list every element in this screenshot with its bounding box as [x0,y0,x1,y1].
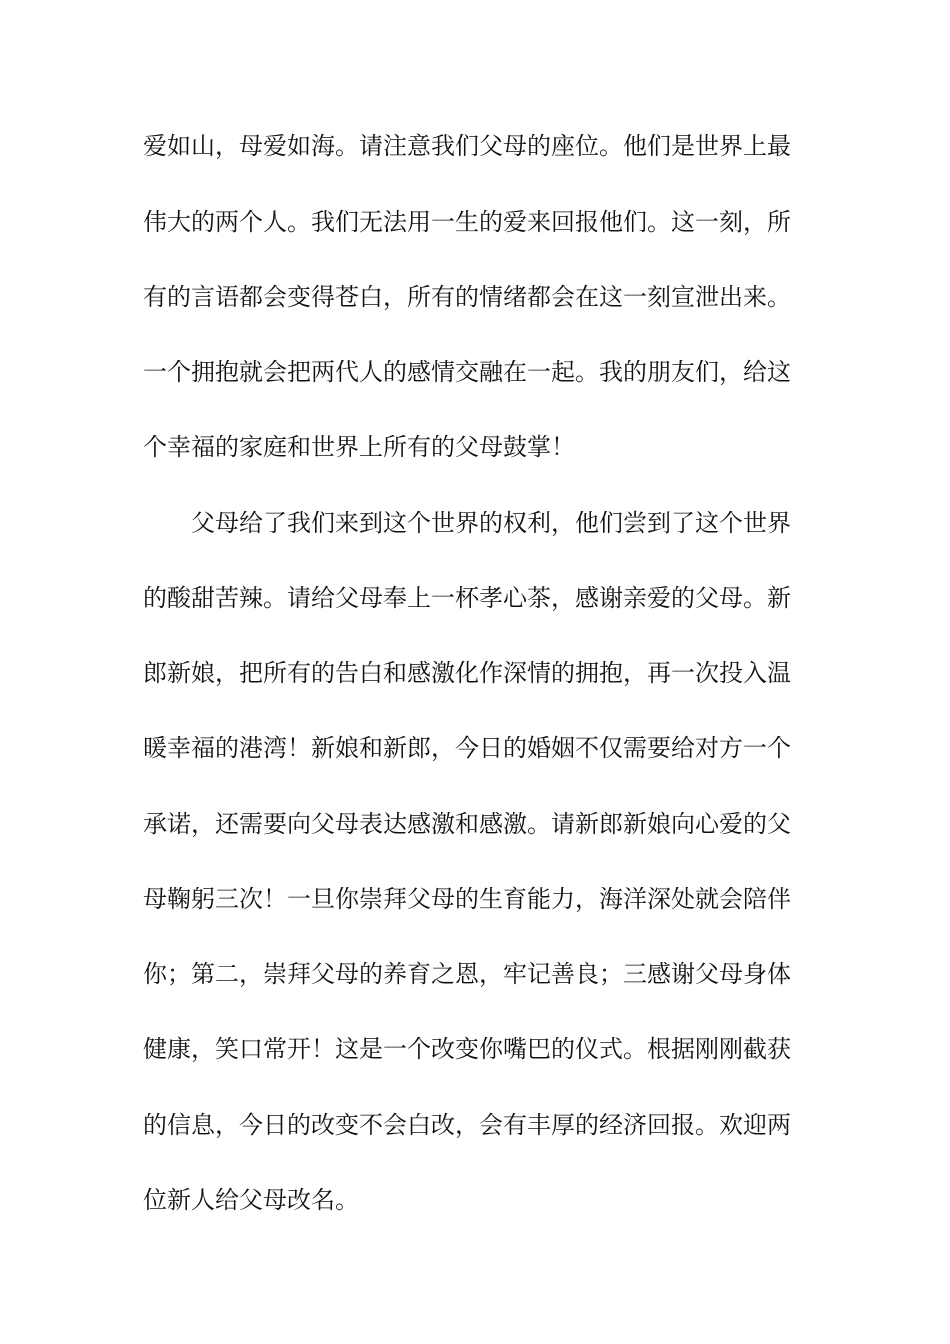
paragraph-first-line: 父母给了我们来到这个世界的权利，他们尝到了这个世界 [191,509,791,537]
text-line: 的信息，今日的改变不会白改，会有丰厚的经济回报。欢迎两 [143,1111,791,1139]
text-line: 郎新娘，把所有的告白和感激化作深情的拥抱，再一次投入温 [143,659,791,687]
text-line: 的酸甜苦辣。请给父母奉上一杯孝心茶，感谢亲爱的父母。新 [143,584,791,612]
text-line: 个幸福的家庭和世界上所有的父母鼓掌！ [143,433,575,461]
text-line: 你；第二，崇拜父母的养育之恩，牢记善良；三感谢父母身体 [143,960,791,988]
text-line: 爱如山，母爱如海。请注意我们父母的座位。他们是世界上最 [143,132,791,160]
text-line: 位新人给父母改名。 [143,1186,359,1214]
text-line: 伟大的两个人。我们无法用一生的爱来回报他们。这一刻，所 [143,208,791,236]
text-line: 母鞠躬三次！一旦你崇拜父母的生育能力，海洋深处就会陪伴 [143,885,791,913]
text-line: 承诺，还需要向父母表达感激和感激。请新郎新娘向心爱的父 [143,810,791,838]
text-line: 一个拥抱就会把两代人的感情交融在一起。我的朋友们，给这 [143,358,791,386]
text-line: 有的言语都会变得苍白，所有的情绪都会在这一刻宣泄出来。 [143,283,791,311]
text-line: 暖幸福的港湾！新娘和新郎，今日的婚姻不仅需要给对方一个 [143,734,791,762]
text-line: 健康，笑口常开！这是一个改变你嘴巴的仪式。根据刚刚截获 [143,1035,791,1063]
